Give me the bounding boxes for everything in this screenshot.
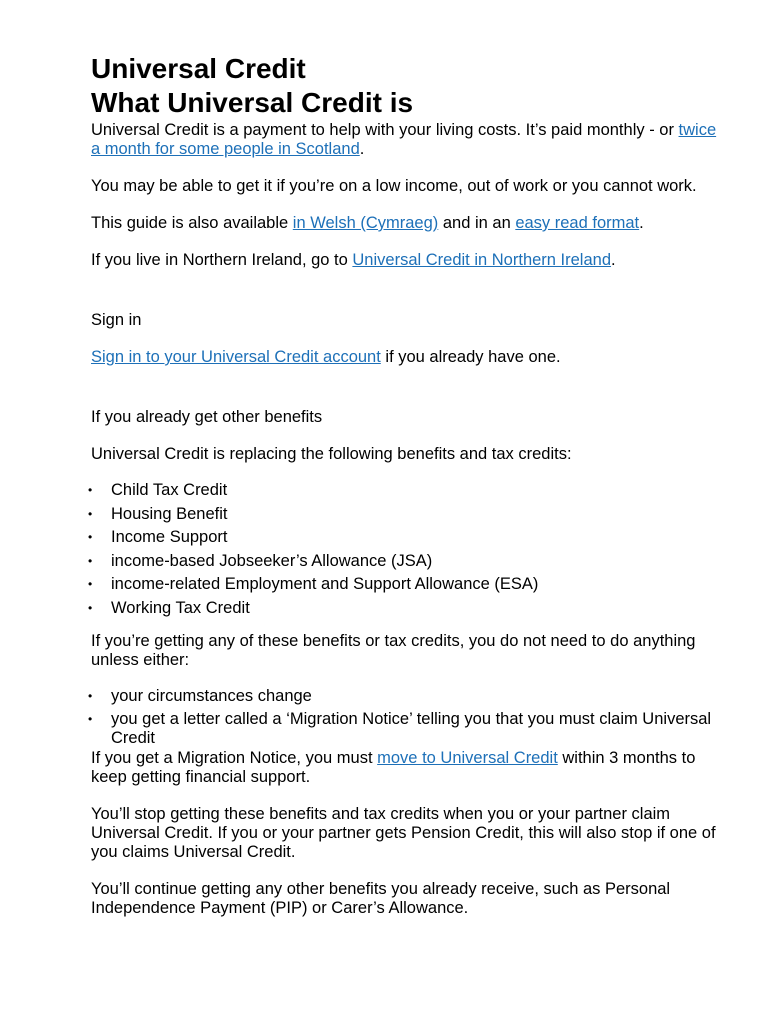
- stop-benefits-paragraph: You’ll stop getting these benefits and tax credits when you or your partner claim Universal Credit. If you or your partner gets Pension Credit, this will also stop if one of you claims Universal Credit.: [91, 804, 716, 861]
- eligibility-paragraph: You may be able to get it if you’re on a low income, out of work or you cannot work.: [91, 177, 697, 195]
- easy-read-link[interactable]: easy read format: [515, 214, 640, 232]
- sign-in-text: if you already have one.: [380, 348, 561, 366]
- list-item: • Housing Benefit: [91, 505, 721, 524]
- list-item: • income-based Jobseeker’s Allowance (JSA): [91, 552, 721, 571]
- formats-text-middle: and in an: [438, 214, 516, 232]
- migration-text-end: within 3 months to keep getting financial support.: [91, 748, 696, 786]
- title-line-1: Universal Credit: [91, 53, 306, 84]
- alternate-formats-paragraph: [91, 214, 721, 233]
- getting-benefits-paragraph: If you’re getting any of these benefits or tax credits, you do not need to do anything unless either:: [91, 631, 696, 669]
- list-item: • Income Support: [91, 528, 721, 547]
- list-item: • income-related Employment and Support Allowance (ESA): [91, 575, 721, 594]
- document-content: [91, 52, 721, 918]
- list-item: • your circumstances change: [91, 687, 721, 706]
- formats-text: This guide is also available: [91, 214, 293, 232]
- scotland-payment-link[interactable]: twice a month for some people in Scotland: [91, 121, 717, 158]
- sign-in-heading: Sign in: [91, 311, 142, 329]
- list-item: • Child Tax Credit: [91, 481, 721, 500]
- migration-paragraph: [91, 749, 721, 787]
- formats-text-end: .: [639, 214, 644, 232]
- page-title: [91, 52, 721, 120]
- intro-text: Universal Credit is a payment to help with your living costs. It’s paid monthly - or: [91, 121, 679, 139]
- intro-paragraph: [91, 121, 721, 159]
- list-item: • Working Tax Credit: [91, 599, 721, 618]
- continue-benefits-paragraph: You’ll continue getting any other benefits you already receive, such as Personal Independence Payment (PIP) or Carer’s Allowance.: [91, 879, 671, 917]
- welsh-guide-link[interactable]: in Welsh (Cymraeg): [292, 214, 439, 232]
- move-to-universal-credit-link[interactable]: move to Universal Credit: [377, 748, 558, 767]
- conditions-list: [91, 687, 721, 749]
- intro-text-end: .: [359, 140, 365, 158]
- migration-text: If you get a Migration Notice, you must: [91, 748, 378, 767]
- sign-in-paragraph: [91, 348, 721, 367]
- ni-text: If you live in Northern Ireland, go to: [91, 251, 353, 269]
- northern-ireland-link[interactable]: Universal Credit in Northern Ireland: [352, 251, 612, 269]
- list-item: • you get a letter called a ‘Migration Notice’ telling you that you must claim Universal Credit: [91, 710, 721, 748]
- ni-text-end: .: [611, 251, 616, 269]
- sign-in-account-link[interactable]: Sign in to your Universal Credit account: [91, 348, 381, 366]
- replacing-intro: Universal Credit is replacing the following benefits and tax credits:: [91, 445, 572, 463]
- benefits-list: [91, 481, 721, 618]
- other-benefits-heading: If you already get other benefits: [91, 408, 323, 426]
- title-line-2: What Universal Credit is: [91, 87, 414, 118]
- northern-ireland-paragraph: [91, 251, 721, 270]
